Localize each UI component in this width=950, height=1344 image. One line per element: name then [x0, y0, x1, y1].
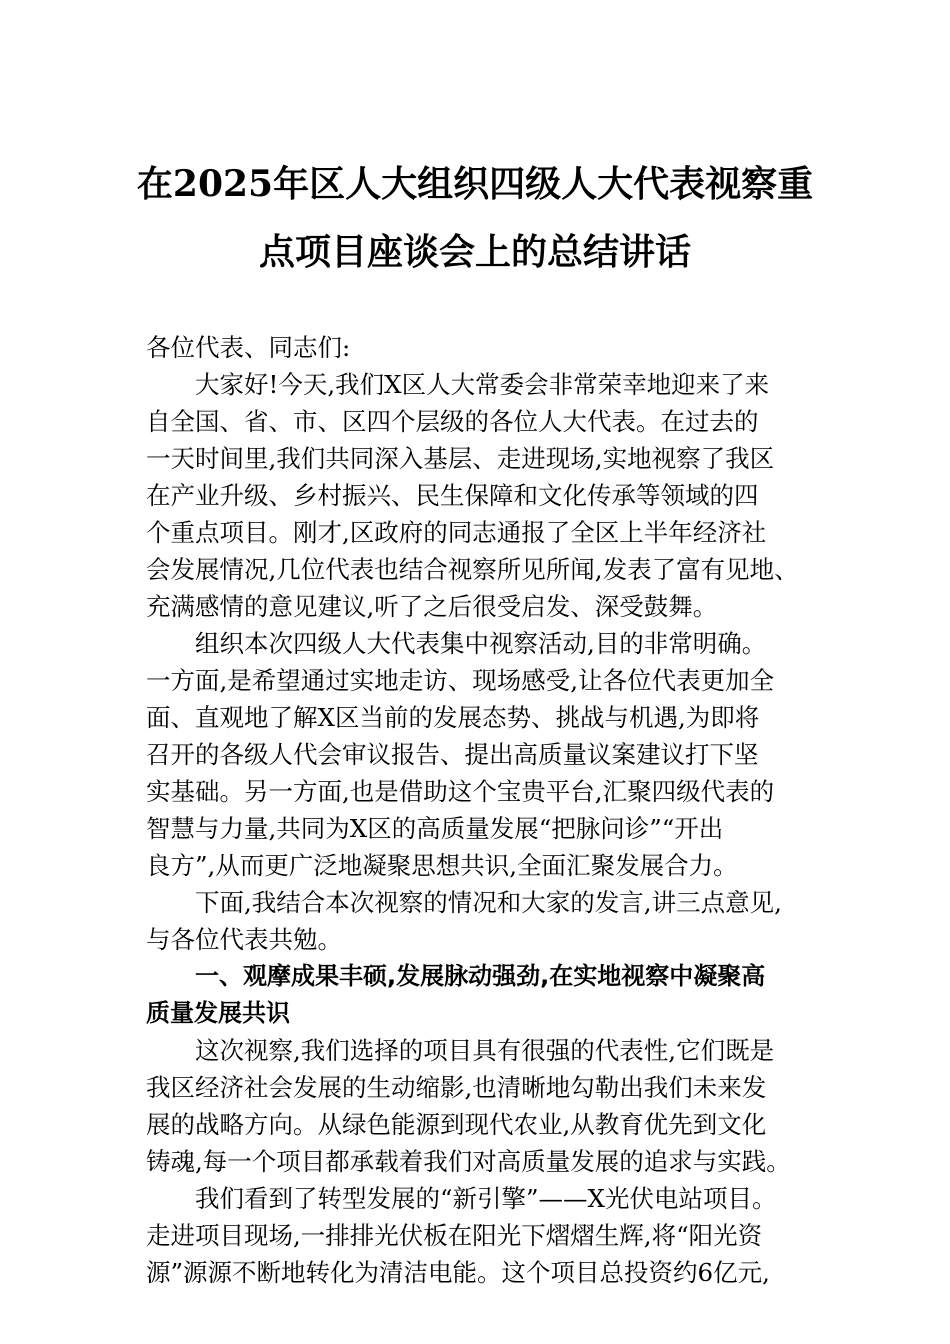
- document-title: [120, 150, 830, 286]
- paragraph-line: 在产业升级、乡村振兴、民生保障和文化传承等领域的四: [146, 481, 759, 510]
- paragraph-line: 实基础。另一方面,也是借助这个宝贵平台,汇聚四级代表的: [146, 777, 775, 806]
- title-line-2: 点项目座谈会上的总结讲话: [258, 231, 691, 273]
- paragraph-line: 自全国、省、市、区四个层级的各位人大代表。在过去的: [146, 407, 759, 436]
- paragraph-line: 智慧与力量,共同为X区的高质量发展“把脉问诊”“开出: [146, 814, 724, 843]
- paragraph-4: [146, 1032, 810, 1180]
- paragraph-line: 与各位代表共勉。: [146, 925, 342, 954]
- paragraph-line: 个重点项目。刚才,区政府的同志通报了全区上半年经济社: [146, 518, 767, 547]
- salutation-text: 各位代表、同志们:: [146, 333, 351, 362]
- title-line-1: 在2025年区人大组织四级人大代表视察重: [136, 163, 814, 205]
- paragraph-line: 召开的各级人代会审议报告、提出高质量议案建议打下坚: [146, 740, 759, 769]
- paragraph-1: [146, 366, 810, 625]
- paragraph-line: 我们看到了转型发展的“新引擎”——X光伏电站项目。: [195, 1184, 777, 1213]
- heading-line: 一、观摩成果丰硕,发展脉动强劲,在实地视察中凝聚高: [195, 962, 766, 990]
- paragraph-line: 一方面,是希望通过实地走访、现场感受,让各位代表更加全: [146, 666, 775, 695]
- paragraph-line: 会发展情况,几位代表也结合视察所见所闻,发表了富有见地、: [146, 555, 799, 584]
- paragraph-2: [146, 625, 810, 884]
- paragraph-3: [146, 884, 810, 958]
- paragraph-line: 充满感情的意见建议,听了之后很受启发、深受鼓舞。: [146, 592, 718, 621]
- heading-line: 质量发展共识: [146, 999, 290, 1027]
- paragraph-line: 这次视察,我们选择的项目具有很强的代表性,它们既是: [195, 1036, 775, 1065]
- paragraph-line: 大家好!今天,我们X区人大常委会非常荣幸地迎来了来: [195, 370, 770, 399]
- paragraph-line: 我区经济社会发展的生动缩影,也清晰地勾勒出我们未来发: [146, 1073, 767, 1102]
- paragraph-line: 组织本次四级人大代表集中视察活动,目的非常明确。: [195, 629, 767, 658]
- paragraph-5: [146, 1180, 810, 1291]
- paragraph-line: 铸魂,每一个项目都承载着我们对高质量发展的追求与实践。: [146, 1147, 791, 1176]
- paragraph-line: 良方”,从而更广泛地凝聚思想共识,全面汇聚发展合力。: [146, 851, 738, 880]
- document-body: [146, 329, 810, 1291]
- paragraph-line: 走进项目现场,一排排光伏板在阳光下熠熠生辉,将“阳光资: [146, 1221, 763, 1250]
- paragraph-line: 展的战略方向。从绿色能源到现代农业,从教育优先到文化: [146, 1110, 767, 1139]
- paragraph-line: 源”源源不断地转化为清洁电能。这个项目总投资约6亿元,: [146, 1258, 770, 1287]
- salutation: [146, 329, 810, 366]
- paragraph-line: 一天时间里,我们共同深入基层、走进现场,实地视察了我区: [146, 444, 775, 473]
- paragraph-line: 下面,我结合本次视察的情况和大家的发言,讲三点意见,: [195, 888, 782, 917]
- section-heading-1: [146, 958, 810, 1032]
- paragraph-line: 面、直观地了解X区当前的发展态势、挑战与机遇,为即将: [146, 703, 760, 732]
